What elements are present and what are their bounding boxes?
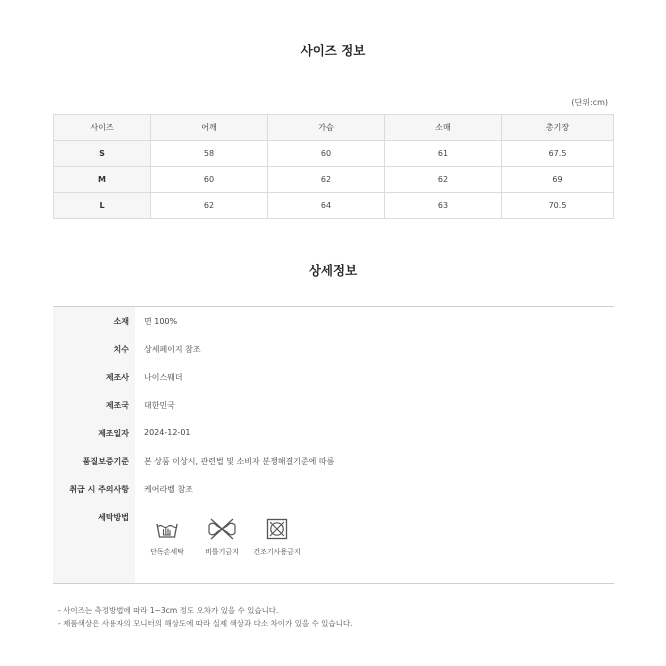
chest-cell: 60 [268, 141, 385, 167]
unit-label: (단위:cm) [571, 98, 608, 107]
detail-value: 케어라벨 참조 [144, 485, 193, 494]
table-row [54, 141, 614, 167]
size-info-title: 사이즈 정보 [300, 43, 366, 58]
detail-label: 취급 시 주의사항 [69, 485, 129, 494]
sleeve-cell: 62 [385, 167, 502, 193]
detail-label: 소재 [113, 317, 129, 326]
detail-value: 2024-12-01 [144, 428, 191, 437]
care-item-no-tumble-dry [242, 517, 312, 557]
length-cell: 67.5 [502, 141, 614, 167]
no-tumble-dry-icon [265, 517, 289, 541]
care-label: 건조기사용금지 [253, 548, 301, 556]
detail-row-manufacturer [53, 372, 614, 386]
detail-row-handling-caution [53, 484, 614, 498]
size-table-header [54, 115, 614, 141]
detail-value: 나이스웨더 [144, 373, 183, 382]
detail-value: 면 100% [144, 317, 178, 326]
detail-value: 대한민국 [144, 401, 175, 410]
length-cell: 70.5 [502, 193, 614, 219]
detail-row-manufacture-date [53, 428, 614, 442]
care-label: 단독손세탁 [150, 548, 184, 556]
note-line: - 제품색상은 사용자의 모니터의 해상도에 따라 실제 색상과 다소 차이가 있을 수 있습니다. [58, 618, 353, 628]
no-wring-icon [206, 517, 238, 541]
notes [58, 605, 353, 630]
note-line: - 사이즈는 측정방법에 따라 1~3cm 정도 오차가 있을 수 있습니다. [58, 606, 279, 615]
detail-info-title: 상세정보 [308, 263, 358, 278]
detail-row-quality-standard [53, 456, 614, 470]
detail-row-material [53, 316, 614, 330]
table-row [54, 167, 614, 193]
detail-label: 제조사 [105, 373, 129, 382]
detail-row-country [53, 400, 614, 414]
hand-wash-icon [155, 517, 179, 541]
header-chest: 가슴 [268, 115, 385, 141]
header-size: 사이즈 [54, 115, 151, 141]
detail-label: 품질보증기준 [82, 457, 129, 466]
detail-label: 제조국 [105, 401, 129, 410]
header-sleeve: 소매 [385, 115, 502, 141]
length-cell: 69 [502, 167, 614, 193]
detail-row-dimensions [53, 344, 614, 358]
detail-label: 세탁방법 [98, 513, 129, 522]
chest-cell: 64 [268, 193, 385, 219]
size-cell: S [54, 141, 151, 167]
header-length: 총기장 [502, 115, 614, 141]
chest-cell: 62 [268, 167, 385, 193]
shoulder-cell: 62 [151, 193, 268, 219]
sleeve-cell: 61 [385, 141, 502, 167]
shoulder-cell: 60 [151, 167, 268, 193]
care-label: 비틀기금지 [205, 548, 239, 556]
detail-label: 치수 [113, 345, 129, 354]
size-table [53, 114, 614, 219]
detail-label: 제조일자 [98, 429, 129, 438]
sleeve-cell: 63 [385, 193, 502, 219]
header-shoulder: 어깨 [151, 115, 268, 141]
detail-value: 본 상품 이상시, 관련법 및 소비자 분쟁해결기준에 따름 [144, 457, 335, 466]
detail-value: 상세페이지 참조 [144, 345, 201, 354]
shoulder-cell: 58 [151, 141, 268, 167]
size-cell: L [54, 193, 151, 219]
size-cell: M [54, 167, 151, 193]
table-row [54, 193, 614, 219]
detail-info-table [53, 306, 614, 584]
